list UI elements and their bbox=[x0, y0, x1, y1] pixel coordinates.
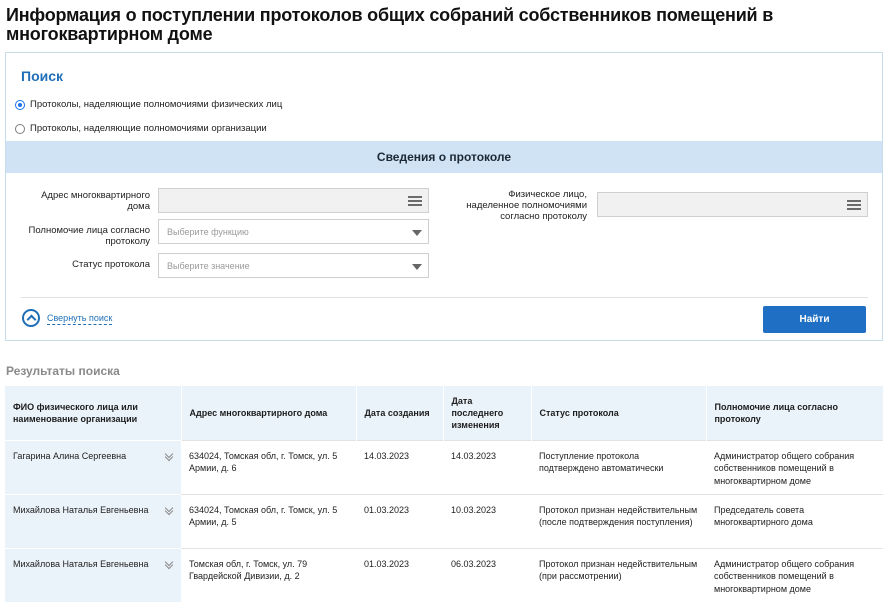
table-header-row bbox=[5, 386, 883, 440]
person-field[interactable] bbox=[597, 192, 868, 217]
cell-address: 634024, Томская обл, г. Томск, ул. 5 Армии, д. 5 bbox=[181, 494, 356, 548]
authority-select[interactable] bbox=[158, 219, 429, 244]
cell-status: Поступление протокола подтверждено автоматически bbox=[531, 440, 706, 494]
address-field[interactable] bbox=[158, 188, 429, 213]
cell-address: 634024, Томская обл, г. Томск, ул. 5 Армии, д. 6 bbox=[181, 440, 356, 494]
person-label: Физическое лицо, наделенное полномочиями согласно протоколу bbox=[466, 189, 587, 222]
authority-label: Полномочие лица согласно протоколу bbox=[28, 225, 150, 247]
section-title: Сведения о протоколе bbox=[6, 141, 882, 173]
cell-created: 14.03.2023 bbox=[356, 440, 443, 494]
chevron-up-circle-icon[interactable] bbox=[22, 309, 40, 327]
list-icon[interactable] bbox=[408, 196, 422, 206]
search-panel bbox=[5, 52, 883, 341]
column-header-address[interactable]: Адрес многоквартирного дома bbox=[181, 386, 356, 440]
address-label: Адрес многоквартирного дома bbox=[41, 190, 150, 212]
status-select[interactable] bbox=[158, 253, 429, 278]
cell-authority: Председатель совета многоквартирного дома bbox=[706, 494, 883, 548]
page-title: Информация о поступлении протоколов общих собраний собственников помещений в многоквартирном доме bbox=[6, 5, 774, 44]
cell-name bbox=[5, 494, 181, 548]
column-header-created[interactable]: Дата создания bbox=[356, 386, 443, 440]
cell-modified: 14.03.2023 bbox=[443, 440, 531, 494]
table-row[interactable] bbox=[5, 440, 883, 494]
chevron-down-icon[interactable] bbox=[412, 264, 422, 270]
chevron-double-down-icon[interactable] bbox=[164, 505, 174, 517]
column-header-modified[interactable]: Дата последнего изменения bbox=[443, 386, 531, 440]
find-button[interactable]: Найти bbox=[763, 306, 866, 333]
results-heading: Результаты поиска bbox=[6, 364, 120, 378]
chevron-double-down-icon[interactable] bbox=[164, 559, 174, 571]
radio-button[interactable] bbox=[15, 124, 25, 134]
radio-individuals[interactable] bbox=[15, 99, 282, 110]
column-header-status[interactable]: Статус протокола bbox=[531, 386, 706, 440]
cell-name-text: Михайлова Наталья Евгеньевна bbox=[13, 504, 149, 515]
cell-created: 01.03.2023 bbox=[356, 548, 443, 602]
table-row[interactable] bbox=[5, 548, 883, 602]
radio-label: Протоколы, наделяющие полномочиями физических лиц bbox=[30, 99, 283, 110]
cell-address: Томская обл, г. Томск, ул. 79 Гвардейской Дивизии, д. 2 bbox=[181, 548, 356, 602]
cell-name bbox=[5, 440, 181, 494]
cell-authority: Администратор общего собрания собственников помещений в многоквартирном доме bbox=[706, 548, 883, 602]
collapse-search-link[interactable]: Свернуть поиск bbox=[47, 313, 113, 323]
cell-modified: 10.03.2023 bbox=[443, 494, 531, 548]
search-heading: Поиск bbox=[21, 68, 64, 84]
cell-authority: Администратор общего собрания собственников помещений в многоквартирном доме bbox=[706, 440, 883, 494]
radio-button-checked[interactable] bbox=[15, 100, 25, 110]
cell-name-text: Гагарина Алина Сергеевна bbox=[13, 450, 127, 461]
table-row[interactable] bbox=[5, 494, 883, 548]
status-label: Статус протокола bbox=[72, 259, 150, 270]
cell-status: Протокол признан недействительным (при рассмотрении) bbox=[531, 548, 706, 602]
results-table bbox=[5, 386, 884, 602]
column-header-name[interactable]: ФИО физического лица или наименование организации bbox=[5, 386, 181, 440]
list-icon[interactable] bbox=[847, 200, 861, 210]
chevron-down-icon[interactable] bbox=[412, 230, 422, 236]
authority-placeholder: Выберите функцию bbox=[167, 227, 249, 237]
cell-status: Протокол признан недействительным (после подтверждения поступления) bbox=[531, 494, 706, 548]
cell-name-text: Михайлова Наталья Евгеньевна bbox=[13, 558, 149, 569]
radio-organizations[interactable] bbox=[15, 123, 267, 134]
chevron-double-down-icon[interactable] bbox=[164, 451, 174, 463]
cell-name bbox=[5, 548, 181, 602]
divider bbox=[21, 297, 868, 298]
cell-modified: 06.03.2023 bbox=[443, 548, 531, 602]
column-header-authority[interactable]: Полномочие лица согласно протоколу bbox=[706, 386, 883, 440]
status-placeholder: Выберите значение bbox=[167, 261, 250, 271]
radio-label: Протоколы, наделяющие полномочиями организации bbox=[30, 123, 267, 134]
cell-created: 01.03.2023 bbox=[356, 494, 443, 548]
